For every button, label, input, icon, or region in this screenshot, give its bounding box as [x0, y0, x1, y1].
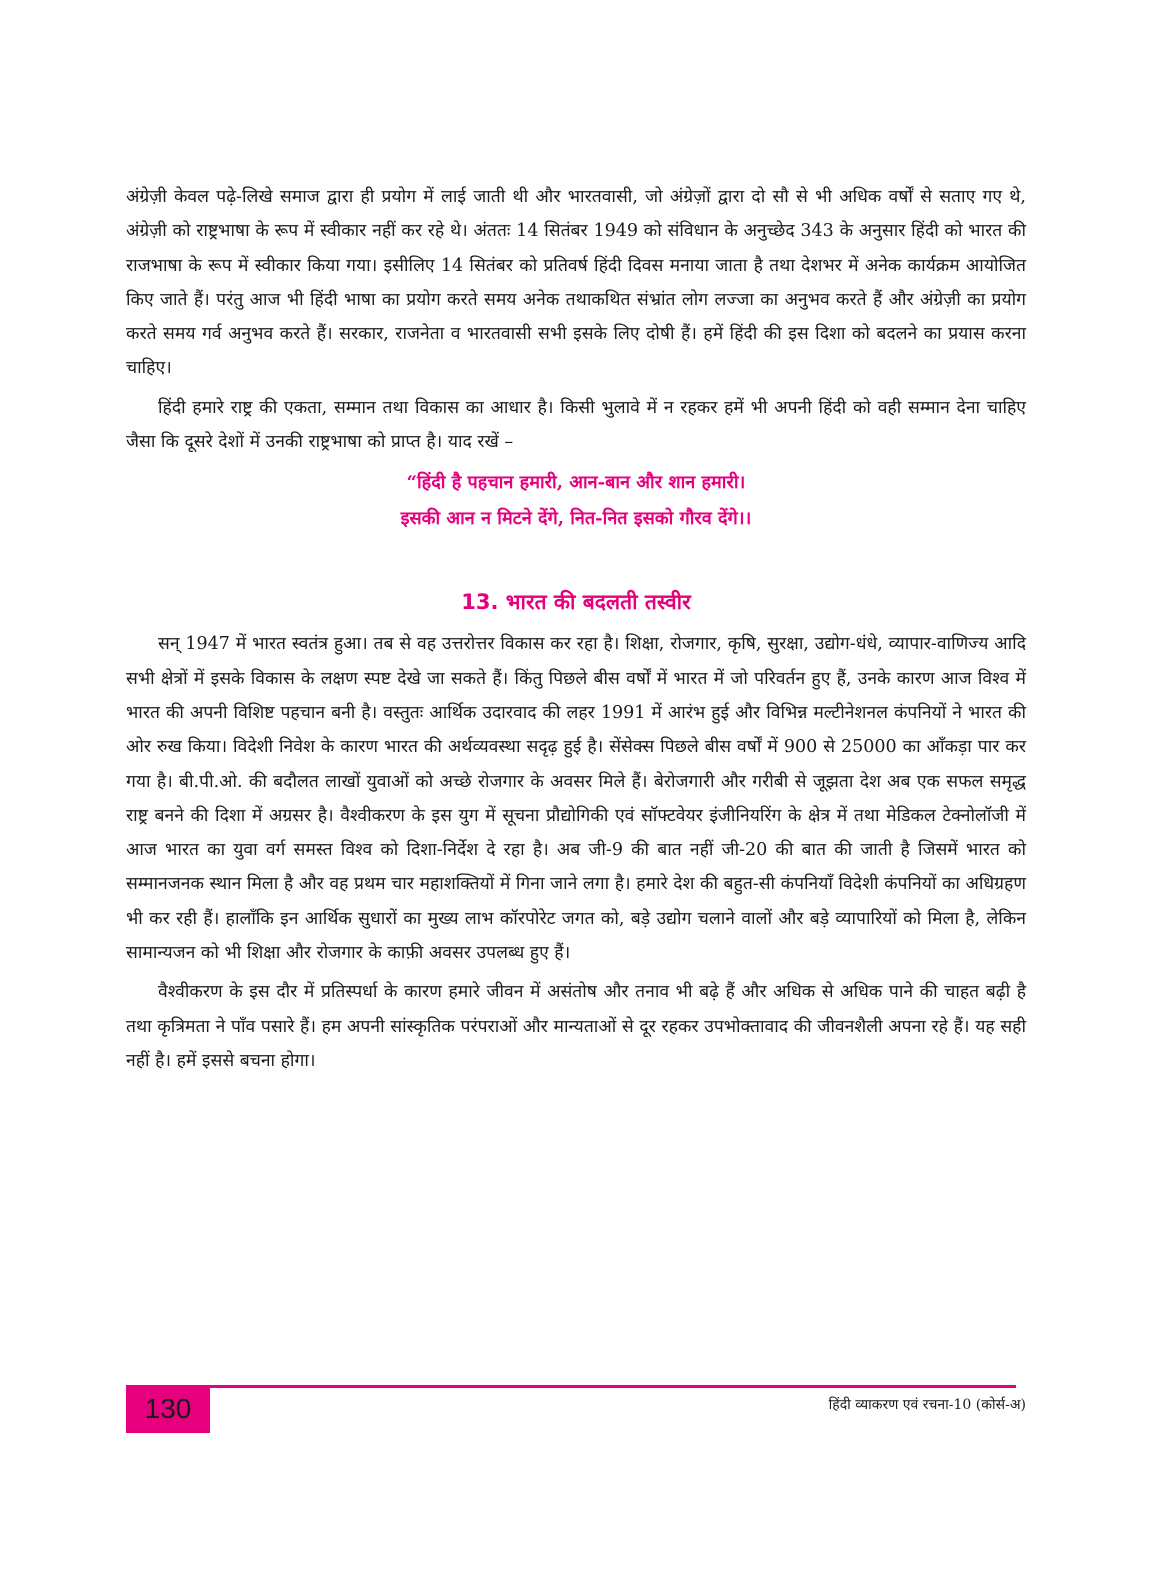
section-heading	[126, 587, 1026, 617]
paragraph-2: हिंदी हमारे राष्ट्र की एकता, सम्मान तथा विकास का आधार है। किसी भुलावे में न रहकर हमें भी अपनी हिंदी को वही सम्मान देना चाहिए जैसा कि दूसरे देशों में उनकी राष्ट्रभाषा को प्राप्त है। याद रखें –	[126, 397, 1026, 453]
poem-line-1: “हिंदी है पहचान हमारी, आन-बान और शान हमारी।	[406, 472, 746, 494]
section-number: 13.	[461, 590, 499, 615]
paragraph-1: अंग्रेज़ी केवल पढ़े-लिखे समाज द्वारा ही प्रयोग में लाई जाती थी और भारतवासी, जो अंग्रेज़ों द्वारा दो सौ से भी अधिक वर्षों से सताए गए थे, अंग्रेज़ी को राष्ट्रभाषा के रूप में स्वीकार नहीं कर रहे थे। अंततः 14 सितंबर 1949 को संविधान के अनुच्छेद 343 के अनुसार हिंदी को भारत की राजभाषा के रूप में स्वीकार किया गया। इसीलिए 14 सितंबर को प्रतिवर्ष हिंदी दिवस मनाया जाता है तथा देशभर में अनेक कार्यक्रम आयोजित किए जाते हैं। परंतु आज भी हिंदी भाषा का प्रयोग करते समय अनेक तथाकथित संभ्रांत लोग लज्जा का अनुभव करते हैं और अंग्रेज़ी का प्रयोग करते समय गर्व अनुभव करते हैं। सरकार, राजनेता व भारतवासी सभी इसके लिए दोषी हैं। हमें हिंदी की इस दिशा को बदलने का प्रयास करना चाहिए।	[126, 187, 1026, 379]
page-content	[126, 180, 1026, 1078]
page-number: 130	[126, 1385, 210, 1433]
book-title: हिंदी व्याकरण एवं रचना-10 (कोर्स-अ)	[828, 1397, 1026, 1413]
paragraph-3: सन् 1947 में भारत स्वतंत्र हुआ। तब से वह उत्तरोत्तर विकास कर रहा है। शिक्षा, रोजगार, कृषि, सुरक्षा, उद्योग-धंधे, व्यापार-वाणिज्य आदि सभी क्षेत्रों में इसके विकास के लक्षण स्पष्ट देखे जा सकते हैं। किंतु पिछले बीस वर्षों में भारत में जो परिवर्तन हुए हैं, उनके कारण आज विश्व में भारत की अपनी विशिष्ट पहचान बनी है। वस्तुतः आर्थिक उदारवाद की लहर 1991 में आरंभ हुई और विभिन्न मल्टीनेशनल कंपनियों ने भारत की ओर रुख किया। विदेशी निवेश के कारण भारत की अर्थव्यवस्था सदृढ़ हुई है। सेंसेक्स पिछले बीस वर्षों में 900 से 25000 का आँकड़ा पार कर गया है। बी.पी.ओ. की बदौलत लाखों युवाओं को अच्छे रोजगार के अवसर मिले हैं। बेरोजगारी और गरीबी से जूझता देश अब एक सफल समृद्ध राष्ट्र बनने की दिशा में अग्रसर है। वैश्वीकरण के इस युग में सूचना प्रौद्योगिकी एवं सॉफ्टवेयर इंजीनियरिंग के क्षेत्र में तथा मेडिकल टेक्नोलॉजी में आज भारत का युवा वर्ग समस्त विश्व को दिशा-निर्देश दे रहा है। अब जी-9 की बात नहीं जी-20 की बात की जाती है जिसमें भारत को सम्मानजनक स्थान मिला है और वह प्रथम चार महाशक्तियों में गिना जाने लगा है। हमारे देश की बहुत-सी कंपनियाँ विदेशी कंपनियों का अधिग्रहण भी कर रही हैं। हालाँकि इन आर्थिक सुधारों का मुख्य लाभ कॉरपोरेट जगत को, बड़े उद्योग चलाने वालों और बड़े व्यापारियों को मिला है, लेकिन सामान्यजन को भी शिक्षा और रोजगार के काफ़ी अवसर उपलब्ध हुए हैं।	[126, 634, 1026, 964]
poem-line-2: इसकी आन न मिटने देंगे, नित-नित इसको गौरव देंगे।।	[400, 508, 752, 530]
section-title: भारत की बदलती तस्वीर	[505, 589, 691, 615]
paragraph-4: वैश्वीकरण के इस दौर में प्रतिस्पर्धा के कारण हमारे जीवन में असंतोष और तनाव भी बढ़े हैं और अधिक से अधिक पाने की चाहत बढ़ी है तथा कृत्रिमता ने पाँव पसारे हैं। हम अपनी सांस्कृतिक परंपराओं और मान्यताओं से दूर रहकर उपभोक्तावाद की जीवनशैली अपना रहे हैं। यह सही नहीं है। हमें इससे बचना होगा।	[126, 982, 1026, 1071]
footer-rule	[126, 1385, 1016, 1388]
poem-quote	[126, 465, 1026, 537]
